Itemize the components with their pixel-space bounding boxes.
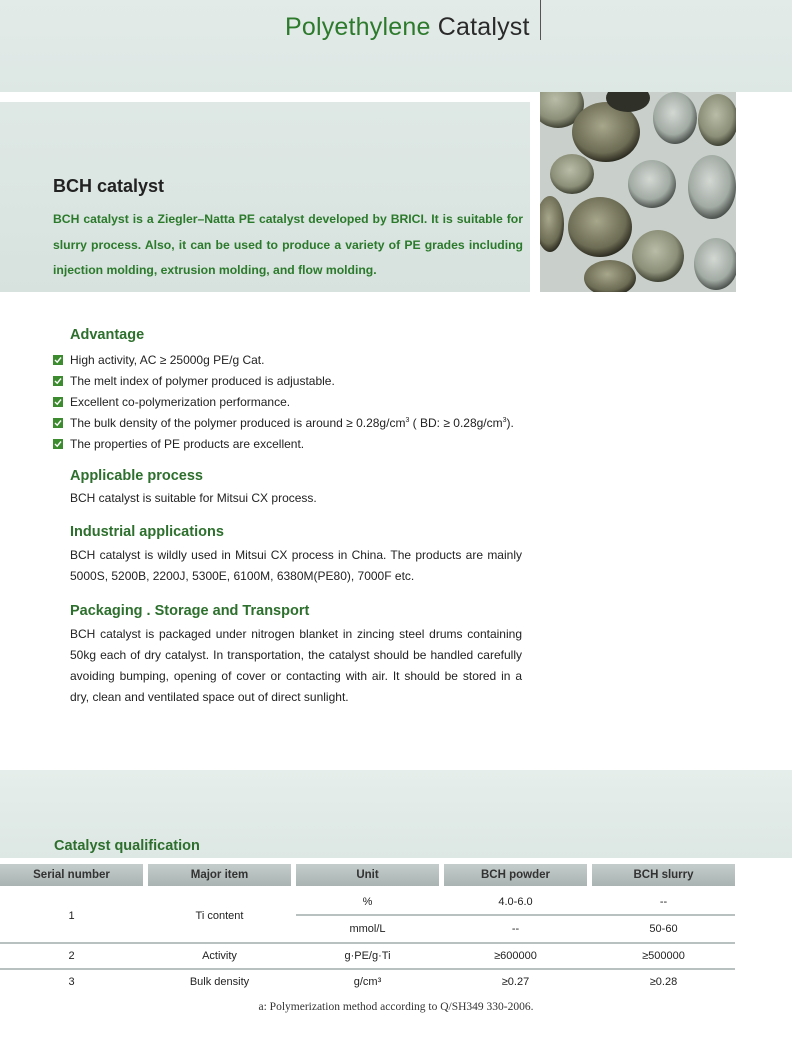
- title-divider: [540, 0, 541, 40]
- applicable-heading: Applicable process: [70, 468, 203, 484]
- checkbox-icon: [53, 355, 63, 365]
- column-header: BCH powder: [444, 864, 587, 886]
- packaging-heading: Packaging . Storage and Transport: [70, 603, 310, 619]
- advantage-text: The properties of PE products are excellent.: [70, 436, 305, 451]
- table-cell: Ti content: [195, 910, 244, 922]
- advantage-text-part: The bulk density of the polymer produced is around ≥ 0.28g/cm: [70, 415, 406, 430]
- checkbox-icon: [53, 376, 63, 386]
- table-cell: 50-60: [649, 923, 678, 935]
- table-cell: 3: [68, 976, 75, 988]
- particle: [653, 92, 697, 144]
- list-item: [53, 433, 514, 454]
- particle: [628, 160, 676, 208]
- particle: [568, 197, 632, 257]
- column-header: Major item: [148, 864, 291, 886]
- superscript: 3: [502, 416, 507, 424]
- table-cell: ≥0.27: [501, 976, 530, 988]
- table-cell: --: [659, 896, 668, 908]
- applicable-text: BCH catalyst is suitable for Mitsui CX process.: [70, 491, 317, 505]
- superscript: 3: [405, 416, 410, 424]
- checkbox-icon: [53, 418, 63, 428]
- list-item: [53, 371, 514, 392]
- advantage-text-part: ( BD: ≥ 0.28g/cm: [409, 415, 503, 430]
- title-part-1: Polyethylene: [285, 13, 431, 41]
- table-cell: ≥600000: [494, 950, 537, 962]
- column-header: Unit: [296, 864, 439, 886]
- industrial-text: BCH catalyst is wildly used in Mitsui CX process in China. The products are mainly 5000S, 5200B, 2200J, 5300E, 6100M, 6380M(PE80), 7000F etc.: [70, 548, 522, 583]
- table-cell: ≥500000: [642, 950, 685, 962]
- list-item: [53, 392, 514, 413]
- table-cell: Bulk density: [189, 976, 250, 988]
- industrial-heading: Industrial applications: [70, 524, 224, 540]
- checkbox-icon: [53, 439, 63, 449]
- packaging-text: BCH catalyst is packaged under nitrogen blanket in zincing steel drums containing 50kg each of dry catalyst. In transportation, the catalyst should be handled carefully avoiding bumping, opening of cover or contacting with air. It should be stored in a dry, clean and ventilated space out of direct sunlight.: [70, 627, 522, 704]
- table-cell: mmol/L: [349, 923, 386, 935]
- page-title: [285, 13, 530, 42]
- product-title: BCH catalyst: [53, 176, 165, 196]
- checkbox-icon: [53, 397, 63, 407]
- advantage-text: [70, 416, 514, 430]
- table-cell: 2: [68, 950, 75, 962]
- advantage-text: Excellent co-polymerization performance.: [70, 394, 291, 409]
- advantage-text-part: ).: [506, 415, 514, 430]
- title-part-2: Catalyst: [437, 13, 530, 41]
- table-cell: g/cm³: [353, 976, 382, 988]
- advantage-list: [53, 350, 514, 454]
- table-cell: 1: [68, 910, 75, 922]
- advantage-text: High activity, AC ≥ 25000g PE/g Cat.: [70, 353, 265, 368]
- table-cell: ≥0.28: [649, 976, 678, 988]
- column-header: Serial number: [0, 864, 143, 886]
- table-cell: g·PE/g·Ti: [344, 950, 391, 962]
- qualification-heading: Catalyst qualification: [54, 838, 200, 854]
- particle: [694, 238, 736, 290]
- particle: [632, 230, 684, 282]
- list-item: [53, 412, 514, 433]
- particle: [550, 154, 594, 194]
- table-footnote: a: Polymerization method according to Q/SH349 330-2006.: [258, 1001, 534, 1013]
- table-cell: 4.0-6.0: [498, 896, 533, 908]
- advantage-text: The melt index of polymer produced is adjustable.: [70, 374, 335, 389]
- particle: [688, 155, 736, 219]
- column-header: BCH slurry: [592, 864, 735, 886]
- catalyst-micrograph: [540, 92, 736, 292]
- table-cell: %: [362, 896, 373, 908]
- list-item: [53, 350, 514, 371]
- table-cell: Activity: [202, 950, 237, 962]
- qualification-table: [0, 864, 792, 994]
- product-intro: BCH catalyst is a Ziegler–Natta PE catalyst developed by BRICI. It is suitable for slurry process. Also, it can be used to produce a variety of PE grades including injection molding, extrusion molding, and flow molding.: [53, 212, 523, 277]
- advantage-heading: Advantage: [70, 327, 145, 343]
- table-cell: --: [511, 923, 520, 935]
